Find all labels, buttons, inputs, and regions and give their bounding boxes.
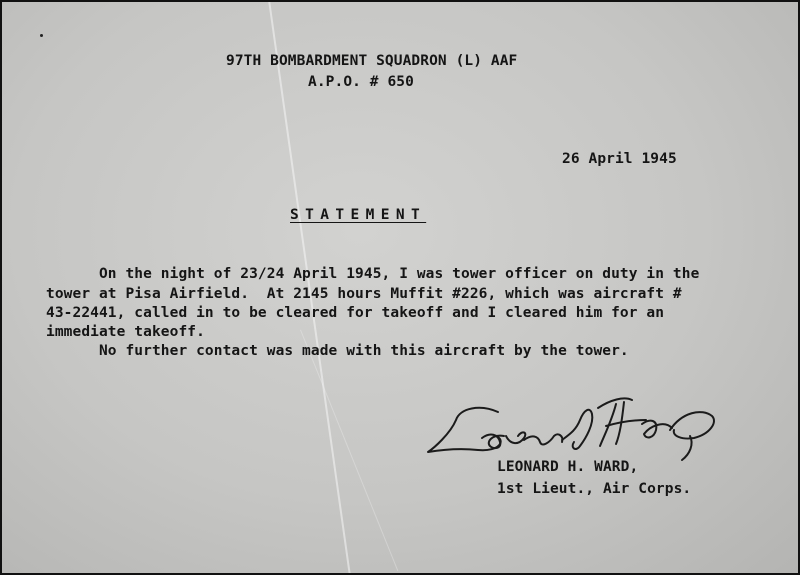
- body-line-1: On the night of 23/24 April 1945, I was tower officer on duty in the: [46, 266, 700, 282]
- signer-name: LEONARD H. WARD,: [497, 459, 639, 475]
- signer-rank: 1st Lieut., Air Corps.: [497, 481, 692, 497]
- apo-heading: A.P.O. # 650: [308, 74, 414, 90]
- statement-title: STATEMENT: [290, 207, 427, 223]
- body-line-5: No further contact was made with this aircraft by the tower.: [46, 343, 629, 359]
- body-line-2: tower at Pisa Airfield. At 2145 hours Muffit #226, which was aircraft #: [46, 286, 682, 302]
- document-date: 26 April 1945: [562, 151, 677, 167]
- ink-speck: [40, 34, 43, 37]
- squadron-heading: 97TH BOMBARDMENT SQUADRON (L) AAF: [226, 53, 518, 69]
- paper-crease: [300, 330, 398, 571]
- body-line-4: immediate takeoff.: [46, 324, 205, 340]
- body-line-3: 43-22441, called in to be cleared for takeoff and I cleared him for an: [46, 305, 665, 321]
